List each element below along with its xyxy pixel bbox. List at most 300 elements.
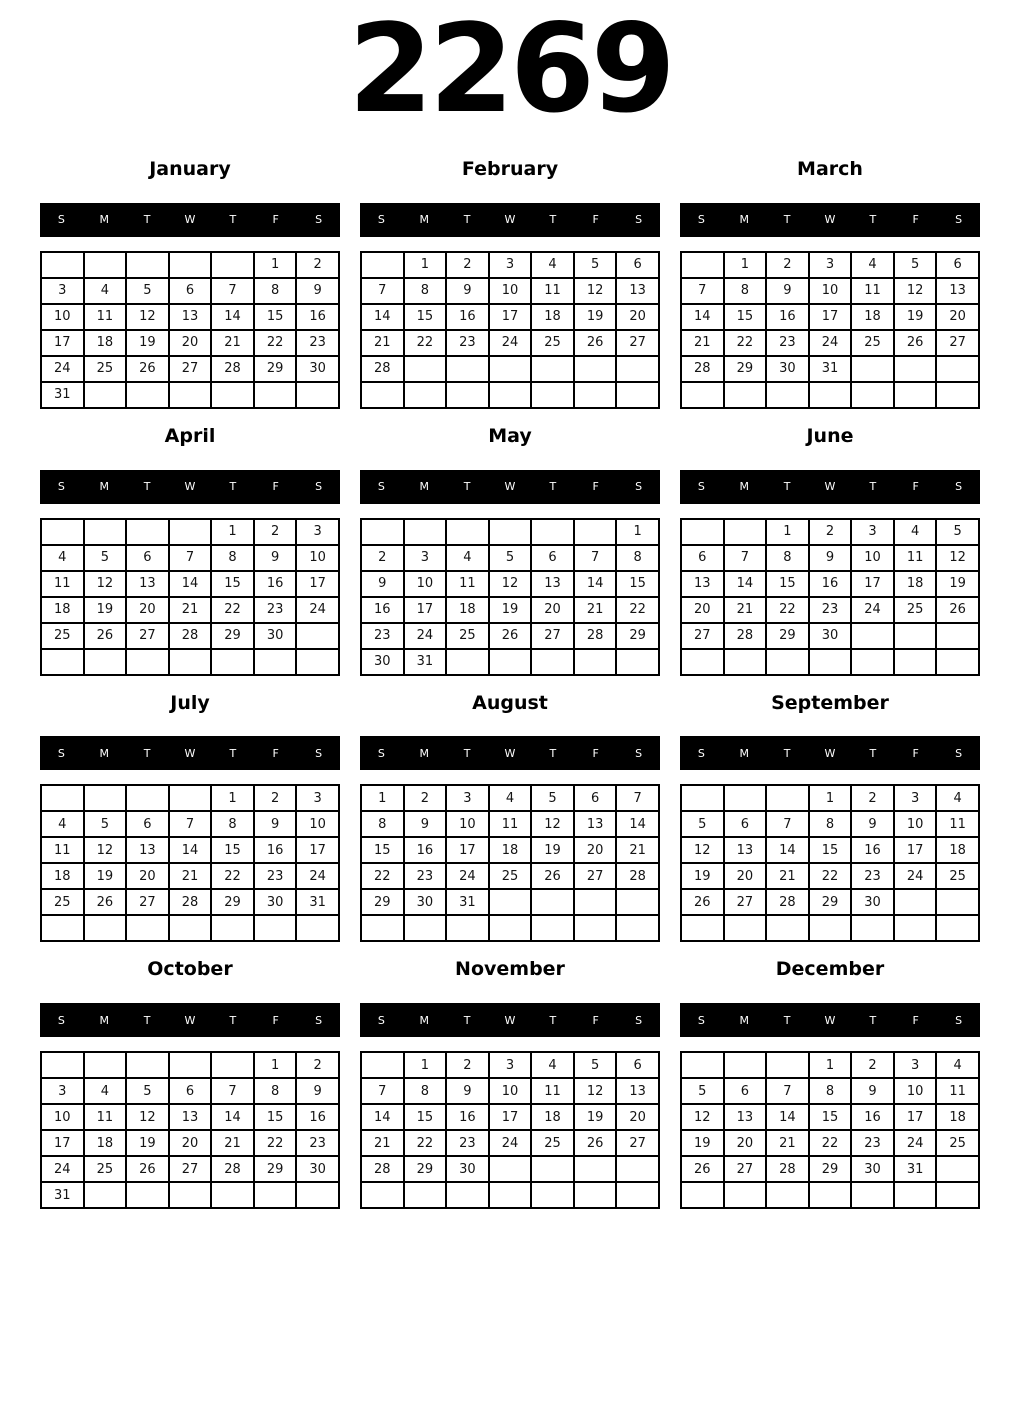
day-cell: 7: [724, 545, 767, 571]
weekday-label: W: [184, 480, 196, 494]
weekday-label: S: [377, 213, 385, 227]
month-title: May: [488, 424, 532, 447]
weekday-label: M: [99, 213, 110, 227]
day-cell: 16: [766, 304, 809, 330]
day-cell: 23: [766, 330, 809, 356]
empty-day-cell: [211, 649, 254, 675]
week-row: [681, 356, 979, 382]
weekday-label: T: [229, 746, 237, 760]
day-cell: 5: [84, 545, 127, 571]
day-cell: 1: [254, 252, 297, 278]
day-cell: 13: [169, 304, 212, 330]
day-cell: 23: [851, 1130, 894, 1156]
day-cell: 12: [126, 304, 169, 330]
day-cell: 9: [296, 1078, 339, 1104]
day-cell: 5: [126, 278, 169, 304]
week-row: [681, 649, 979, 675]
day-cell: 5: [489, 545, 532, 571]
day-cell: 22: [254, 1130, 297, 1156]
empty-day-cell: [894, 915, 937, 941]
day-cell: 24: [894, 863, 937, 889]
day-cell: 10: [296, 811, 339, 837]
day-cell: 9: [446, 1078, 489, 1104]
weekday-label: S: [635, 746, 643, 760]
empty-day-cell: [724, 382, 767, 408]
day-cell: 24: [296, 863, 339, 889]
empty-day-cell: [681, 1182, 724, 1208]
day-cell: 9: [404, 811, 447, 837]
day-cell: 19: [894, 304, 937, 330]
day-cell: 2: [361, 545, 404, 571]
day-cell: 15: [211, 571, 254, 597]
day-cell: 11: [489, 811, 532, 837]
empty-day-cell: [489, 1182, 532, 1208]
day-cell: 11: [84, 304, 127, 330]
day-cell: 26: [531, 863, 574, 889]
week-row: [361, 278, 659, 304]
week-row: [41, 837, 339, 863]
day-cell: 27: [936, 330, 979, 356]
day-cell: 25: [84, 356, 127, 382]
day-cell: 11: [851, 278, 894, 304]
day-cell: 21: [616, 837, 659, 863]
weekday-header-bar: [680, 1003, 980, 1037]
day-cell: 15: [616, 571, 659, 597]
day-cell: 17: [894, 1104, 937, 1130]
day-cell: 28: [211, 356, 254, 382]
weekday-label: M: [419, 480, 430, 494]
empty-day-cell: [851, 623, 894, 649]
day-cell: 17: [296, 837, 339, 863]
day-cell: 10: [41, 304, 84, 330]
day-cell: 19: [126, 330, 169, 356]
empty-day-cell: [574, 1156, 617, 1182]
empty-day-cell: [41, 649, 84, 675]
day-cell: 7: [361, 1078, 404, 1104]
day-cell: 12: [681, 837, 724, 863]
empty-day-cell: [894, 889, 937, 915]
empty-day-cell: [681, 382, 724, 408]
day-cell: 23: [809, 597, 852, 623]
week-row: [41, 889, 339, 915]
day-cell: 1: [404, 252, 447, 278]
weekday-header-bar: [680, 203, 980, 237]
day-cell: 12: [531, 811, 574, 837]
week-row: [41, 571, 339, 597]
week-row: [41, 330, 339, 356]
day-cell: 30: [766, 356, 809, 382]
day-cell: 2: [446, 1052, 489, 1078]
empty-day-cell: [766, 1052, 809, 1078]
weekday-label: S: [315, 480, 323, 494]
empty-day-cell: [84, 382, 127, 408]
day-cell: 6: [724, 1078, 767, 1104]
day-cell: 20: [531, 597, 574, 623]
day-cell: 9: [254, 811, 297, 837]
empty-day-cell: [574, 889, 617, 915]
day-cell: 23: [254, 597, 297, 623]
empty-day-cell: [126, 1052, 169, 1078]
day-cell: 21: [169, 597, 212, 623]
day-cell: 25: [41, 623, 84, 649]
day-cell: 31: [446, 889, 489, 915]
empty-day-cell: [574, 519, 617, 545]
day-cell: 28: [169, 889, 212, 915]
empty-day-cell: [766, 382, 809, 408]
day-cell: 6: [126, 545, 169, 571]
day-cell: 8: [766, 545, 809, 571]
empty-day-cell: [489, 356, 532, 382]
empty-day-cell: [574, 382, 617, 408]
day-cell: 23: [446, 330, 489, 356]
day-cell: 21: [169, 863, 212, 889]
week-row: [681, 811, 979, 837]
week-row: [361, 1156, 659, 1182]
empty-day-cell: [169, 1182, 212, 1208]
day-cell: 13: [126, 837, 169, 863]
empty-day-cell: [489, 915, 532, 941]
day-cell: 3: [296, 785, 339, 811]
day-cell: 16: [361, 597, 404, 623]
empty-day-cell: [446, 915, 489, 941]
week-row: [41, 811, 339, 837]
day-cell: 3: [894, 1052, 937, 1078]
empty-day-cell: [126, 649, 169, 675]
weekday-label: S: [697, 480, 705, 494]
day-cell: 8: [724, 278, 767, 304]
week-row: [41, 278, 339, 304]
empty-day-cell: [84, 785, 127, 811]
empty-day-cell: [446, 1182, 489, 1208]
empty-day-cell: [169, 519, 212, 545]
empty-day-cell: [489, 1156, 532, 1182]
weekday-header-bar: [360, 203, 660, 237]
weekday-label: S: [57, 1013, 65, 1027]
week-row: [361, 785, 659, 811]
day-cell: 1: [766, 519, 809, 545]
empty-day-cell: [616, 382, 659, 408]
weekday-header-bar: [40, 203, 340, 237]
day-cell: 8: [211, 545, 254, 571]
week-row: [361, 519, 659, 545]
day-cell: 13: [616, 1078, 659, 1104]
day-cell: 27: [681, 623, 724, 649]
day-cell: 3: [296, 519, 339, 545]
day-cell: 15: [211, 837, 254, 863]
day-cell: 13: [574, 811, 617, 837]
day-cell: 25: [531, 1130, 574, 1156]
day-cell: 7: [574, 545, 617, 571]
day-cell: 14: [724, 571, 767, 597]
week-row: [41, 597, 339, 623]
week-row: [681, 571, 979, 597]
day-cell: 25: [894, 597, 937, 623]
weekday-label: S: [57, 213, 65, 227]
day-cell: 22: [809, 863, 852, 889]
day-cell: 12: [894, 278, 937, 304]
weekday-label: F: [272, 213, 279, 227]
month-title: February: [461, 158, 559, 180]
day-cell: 28: [681, 356, 724, 382]
week-row: [361, 837, 659, 863]
weekday-label: F: [912, 213, 919, 227]
week-row: [681, 545, 979, 571]
day-cell: 11: [41, 571, 84, 597]
day-cell: 13: [616, 278, 659, 304]
day-cell: 2: [254, 785, 297, 811]
day-cell: 28: [169, 623, 212, 649]
week-row: [41, 1078, 339, 1104]
empty-day-cell: [41, 1052, 84, 1078]
empty-day-cell: [169, 382, 212, 408]
empty-day-cell: [936, 649, 979, 675]
day-cell: 27: [169, 1156, 212, 1182]
day-cell: 4: [936, 1052, 979, 1078]
week-row: [681, 1078, 979, 1104]
day-cell: 18: [446, 597, 489, 623]
weekday-label: W: [504, 1013, 516, 1027]
day-cell: 9: [296, 278, 339, 304]
weekday-label: S: [377, 1013, 385, 1027]
day-cell: 24: [489, 1130, 532, 1156]
empty-day-cell: [574, 915, 617, 941]
day-cell: 13: [724, 837, 767, 863]
empty-day-cell: [766, 1182, 809, 1208]
day-grid: [40, 1051, 340, 1209]
day-cell: 3: [809, 252, 852, 278]
weekday-label: S: [635, 213, 643, 227]
day-cell: 28: [574, 623, 617, 649]
empty-day-cell: [296, 649, 339, 675]
day-cell: 16: [851, 1104, 894, 1130]
day-cell: 27: [126, 889, 169, 915]
week-row: [681, 889, 979, 915]
day-cell: 4: [41, 811, 84, 837]
day-cell: 26: [574, 1130, 617, 1156]
weekday-label: S: [635, 1013, 643, 1027]
day-grid: [680, 1051, 980, 1209]
empty-day-cell: [809, 915, 852, 941]
week-row: [361, 252, 659, 278]
empty-day-cell: [531, 915, 574, 941]
weekday-label: M: [99, 480, 110, 494]
day-cell: 4: [936, 785, 979, 811]
empty-day-cell: [936, 623, 979, 649]
day-cell: 25: [489, 863, 532, 889]
week-row: [41, 1156, 339, 1182]
day-cell: 3: [489, 252, 532, 278]
weekday-label: S: [315, 213, 323, 227]
day-cell: 16: [296, 304, 339, 330]
empty-day-cell: [894, 1182, 937, 1208]
weekday-label: M: [99, 1013, 110, 1027]
day-cell: 6: [169, 278, 212, 304]
day-cell: 2: [446, 252, 489, 278]
day-cell: 14: [681, 304, 724, 330]
day-cell: 31: [41, 1182, 84, 1208]
day-cell: 6: [724, 811, 767, 837]
empty-day-cell: [616, 356, 659, 382]
day-cell: 30: [296, 356, 339, 382]
day-cell: 29: [254, 1156, 297, 1182]
empty-day-cell: [404, 1182, 447, 1208]
weekday-label: T: [229, 1013, 237, 1027]
weekday-label: T: [783, 1013, 791, 1027]
month-block: [360, 958, 660, 1209]
day-cell: 20: [126, 863, 169, 889]
weekday-label: T: [143, 746, 151, 760]
empty-day-cell: [361, 252, 404, 278]
weekday-label: W: [184, 746, 196, 760]
day-cell: 20: [681, 597, 724, 623]
month-block: [360, 158, 660, 409]
day-cell: 4: [84, 278, 127, 304]
week-row: [41, 356, 339, 382]
day-cell: 2: [766, 252, 809, 278]
empty-day-cell: [681, 785, 724, 811]
weekday-label: M: [419, 213, 430, 227]
weekday-label: S: [697, 213, 705, 227]
day-cell: 23: [296, 330, 339, 356]
weekday-label: W: [504, 480, 516, 494]
week-row: [361, 1182, 659, 1208]
day-cell: 25: [41, 889, 84, 915]
day-cell: 16: [446, 1104, 489, 1130]
year-title: 2269: [348, 0, 672, 140]
empty-day-cell: [126, 1182, 169, 1208]
weekday-header-bar: [680, 736, 980, 770]
day-cell: 19: [531, 837, 574, 863]
day-cell: 13: [126, 571, 169, 597]
day-cell: 7: [766, 1078, 809, 1104]
day-cell: 30: [851, 889, 894, 915]
empty-day-cell: [724, 1052, 767, 1078]
empty-day-cell: [936, 356, 979, 382]
empty-day-cell: [616, 1156, 659, 1182]
day-cell: 16: [254, 571, 297, 597]
day-cell: 21: [681, 330, 724, 356]
day-cell: 26: [681, 1156, 724, 1182]
day-cell: 26: [681, 889, 724, 915]
weekday-label: F: [912, 1013, 919, 1027]
day-cell: 17: [809, 304, 852, 330]
day-cell: 31: [41, 382, 84, 408]
day-cell: 15: [404, 304, 447, 330]
weekday-label: T: [463, 213, 471, 227]
empty-day-cell: [254, 1182, 297, 1208]
day-cell: 28: [361, 356, 404, 382]
day-cell: 8: [616, 545, 659, 571]
day-cell: 2: [851, 785, 894, 811]
day-cell: 18: [41, 597, 84, 623]
empty-day-cell: [84, 252, 127, 278]
week-row: [681, 1052, 979, 1078]
empty-day-cell: [616, 889, 659, 915]
empty-day-cell: [41, 915, 84, 941]
week-row: [361, 545, 659, 571]
day-cell: 12: [681, 1104, 724, 1130]
month-block: [40, 425, 340, 676]
day-cell: 14: [169, 571, 212, 597]
weekday-label: T: [869, 213, 877, 227]
week-row: [41, 519, 339, 545]
week-row: [681, 519, 979, 545]
day-cell: 16: [851, 837, 894, 863]
empty-day-cell: [296, 915, 339, 941]
day-cell: 22: [211, 597, 254, 623]
day-cell: 20: [936, 304, 979, 330]
day-cell: 15: [404, 1104, 447, 1130]
day-cell: 1: [361, 785, 404, 811]
day-cell: 22: [809, 1130, 852, 1156]
day-cell: 6: [169, 1078, 212, 1104]
weekday-label: M: [419, 1013, 430, 1027]
empty-day-cell: [404, 356, 447, 382]
day-cell: 3: [894, 785, 937, 811]
day-cell: 29: [809, 889, 852, 915]
weekday-header-bar: [40, 1003, 340, 1037]
empty-day-cell: [84, 649, 127, 675]
day-cell: 8: [809, 811, 852, 837]
month-block: [40, 692, 340, 943]
day-cell: 26: [126, 1156, 169, 1182]
day-cell: 7: [616, 785, 659, 811]
day-cell: 15: [254, 304, 297, 330]
day-cell: 10: [851, 545, 894, 571]
month-block: [680, 692, 980, 943]
weekday-label: T: [549, 1013, 557, 1027]
weekday-label: F: [592, 213, 599, 227]
day-cell: 16: [296, 1104, 339, 1130]
day-grid: [360, 518, 660, 676]
weekday-label: T: [549, 480, 557, 494]
day-cell: 6: [126, 811, 169, 837]
day-cell: 19: [84, 597, 127, 623]
day-cell: 20: [169, 1130, 212, 1156]
day-cell: 22: [361, 863, 404, 889]
day-cell: 8: [404, 1078, 447, 1104]
week-row: [41, 785, 339, 811]
day-cell: 27: [169, 356, 212, 382]
empty-day-cell: [894, 356, 937, 382]
empty-day-cell: [254, 382, 297, 408]
empty-day-cell: [851, 356, 894, 382]
week-row: [681, 837, 979, 863]
day-grid: [680, 784, 980, 942]
empty-day-cell: [724, 649, 767, 675]
weekday-label: S: [377, 746, 385, 760]
day-cell: 29: [211, 623, 254, 649]
empty-day-cell: [489, 889, 532, 915]
empty-day-cell: [211, 1052, 254, 1078]
day-cell: 24: [894, 1130, 937, 1156]
day-cell: 17: [489, 1104, 532, 1130]
day-cell: 29: [254, 356, 297, 382]
day-cell: 14: [766, 837, 809, 863]
weekday-label: W: [824, 1013, 836, 1027]
week-row: [41, 545, 339, 571]
day-cell: 22: [404, 330, 447, 356]
empty-day-cell: [361, 915, 404, 941]
day-cell: 18: [936, 1104, 979, 1130]
day-cell: 20: [126, 597, 169, 623]
empty-day-cell: [446, 382, 489, 408]
empty-day-cell: [296, 382, 339, 408]
day-cell: 14: [211, 304, 254, 330]
day-cell: 10: [41, 1104, 84, 1130]
day-cell: 13: [936, 278, 979, 304]
day-cell: 15: [361, 837, 404, 863]
